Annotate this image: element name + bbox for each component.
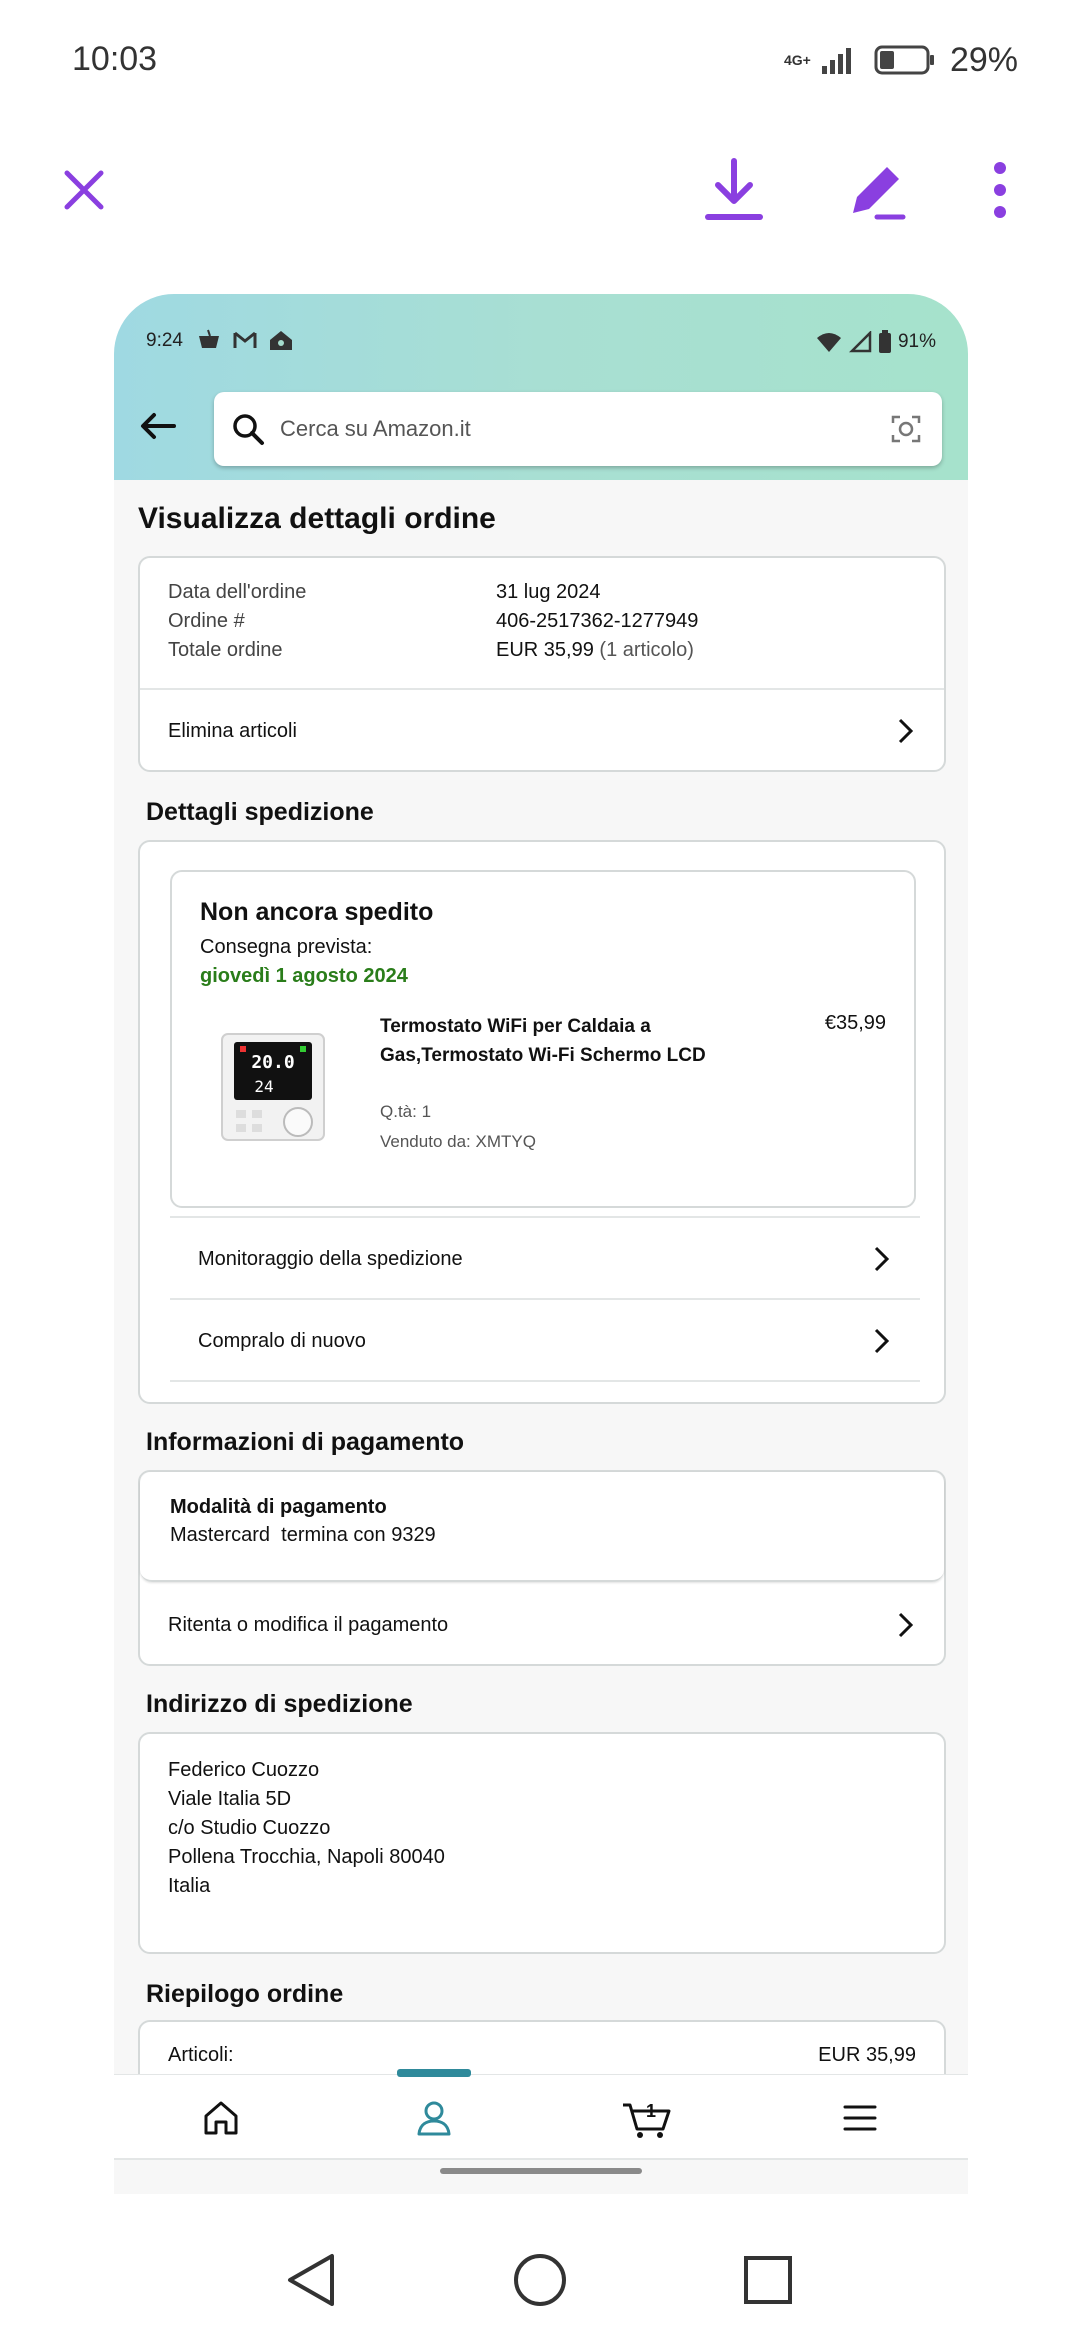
nav-home[interactable] bbox=[114, 2075, 327, 2161]
delete-items-label: Elimina articoli bbox=[168, 719, 297, 742]
payment-section-title: Informazioni di pagamento bbox=[146, 1428, 465, 1456]
order-number-value: 406-2517362-1277949 bbox=[496, 610, 699, 632]
address-card bbox=[138, 1732, 946, 1954]
circle-home-icon bbox=[510, 2250, 570, 2310]
wifi-icon bbox=[816, 331, 842, 353]
chevron-right-icon bbox=[862, 1239, 902, 1279]
search-icon bbox=[228, 409, 268, 449]
system-status-bar bbox=[0, 0, 1080, 120]
order-item-count: (1 articolo) bbox=[599, 639, 694, 661]
shipment-card bbox=[170, 870, 916, 1208]
system-clock: 10:03 bbox=[72, 40, 158, 78]
shipment-status: Non ancora spedito bbox=[200, 898, 434, 926]
system-navigation-bar bbox=[0, 2230, 1080, 2340]
search-bar[interactable] bbox=[214, 392, 942, 466]
network-type: 4G+ bbox=[783, 52, 811, 68]
recap-items-value: EUR 35,99 bbox=[818, 2044, 916, 2066]
edit-icon bbox=[843, 157, 909, 223]
cart-icon bbox=[621, 2097, 673, 2139]
close-button[interactable] bbox=[34, 140, 134, 240]
nav-menu[interactable] bbox=[753, 2075, 966, 2161]
shipping-section-title: Dettagli spedizione bbox=[146, 798, 374, 826]
person-icon bbox=[414, 2098, 454, 2138]
track-shipment-row[interactable] bbox=[170, 1218, 920, 1300]
product-thumbnail[interactable] bbox=[218, 1030, 328, 1144]
order-number-label: Ordine # bbox=[168, 610, 245, 632]
order-total-label: Totale ordine bbox=[168, 639, 283, 661]
chevron-right-icon bbox=[886, 711, 926, 751]
recap-section-title: Riepilogo ordine bbox=[146, 1980, 344, 2008]
delivery-eta-date: giovedì 1 agosto 2024 bbox=[200, 965, 408, 987]
nav-recents-button[interactable] bbox=[728, 2240, 808, 2320]
home-app-icon bbox=[268, 328, 294, 352]
thumb-temp-bottom: 24 bbox=[254, 1077, 274, 1096]
order-summary-card bbox=[138, 556, 946, 772]
recap-items-label: Articoli: bbox=[168, 2044, 234, 2066]
signal-icon bbox=[820, 44, 860, 76]
more-options-button[interactable] bbox=[950, 140, 1050, 240]
chevron-right-icon bbox=[862, 1321, 902, 1361]
nav-account[interactable] bbox=[327, 2075, 540, 2161]
camera-search-icon[interactable] bbox=[886, 409, 926, 449]
page-title: Visualizza dettagli ordine bbox=[138, 502, 496, 535]
triangle-back-icon bbox=[282, 2250, 338, 2310]
product-title[interactable]: Termostato WiFi per Caldaia a Gas,Termostato Wi-Fi Schermo LCD bbox=[380, 1016, 706, 1066]
amazon-header bbox=[114, 294, 968, 480]
cell-signal-icon bbox=[848, 331, 872, 353]
payment-method-box bbox=[140, 1472, 944, 1582]
order-date-label: Data dell'ordine bbox=[168, 581, 307, 603]
download-icon bbox=[702, 155, 766, 225]
viewer-toolbar bbox=[0, 140, 1080, 240]
divider bbox=[170, 1380, 920, 1382]
active-tab-indicator bbox=[397, 2069, 471, 2077]
close-icon bbox=[59, 165, 109, 215]
cup-icon bbox=[196, 328, 222, 352]
delete-items-row[interactable] bbox=[140, 690, 944, 772]
download-button[interactable] bbox=[684, 140, 784, 240]
retry-payment-row[interactable] bbox=[140, 1584, 944, 1666]
edit-button[interactable] bbox=[826, 140, 926, 240]
address-block bbox=[168, 1756, 445, 1901]
chevron-right-icon bbox=[886, 1605, 926, 1645]
back-button[interactable] bbox=[130, 398, 186, 454]
buy-again-label: Compralo di nuovo bbox=[198, 1329, 366, 1352]
arrow-back-icon bbox=[138, 410, 178, 442]
system-status-icons bbox=[784, 38, 1018, 82]
search-input[interactable]: Cerca su Amazon.it bbox=[280, 416, 471, 441]
inner-status-bar bbox=[114, 330, 968, 360]
shipping-card bbox=[138, 840, 946, 1404]
nav-home-button[interactable] bbox=[500, 2240, 580, 2320]
payment-method-value: Mastercard termina con 9329 bbox=[170, 1524, 436, 1546]
battery-icon bbox=[874, 44, 936, 76]
cart-count: 1 bbox=[645, 2101, 656, 2121]
order-total bbox=[496, 636, 694, 665]
buy-again-row[interactable] bbox=[170, 1300, 920, 1382]
address-street: Viale Italia 5D bbox=[168, 1788, 292, 1810]
retry-payment-label: Ritenta o modifica il pagamento bbox=[168, 1613, 449, 1636]
track-shipment-label: Monitoraggio della spedizione bbox=[198, 1247, 463, 1270]
home-icon bbox=[201, 2099, 241, 2137]
screenshot-preview bbox=[114, 294, 968, 2194]
payment-card bbox=[138, 1470, 946, 1666]
payment-method-label: Modalità di pagamento bbox=[170, 1496, 387, 1518]
product-price: €35,99 bbox=[824, 1012, 886, 1034]
nav-cart[interactable] bbox=[540, 2075, 753, 2161]
battery-percent: 29% bbox=[949, 40, 1018, 79]
square-recents-icon bbox=[740, 2252, 796, 2308]
inner-battery-icon bbox=[878, 330, 892, 354]
nav-back-button[interactable] bbox=[270, 2240, 350, 2320]
address-care-of: c/o Studio Cuozzo bbox=[168, 1817, 331, 1839]
inner-battery-percent: 91% bbox=[897, 331, 936, 352]
product-quantity: Q.tà: 1 bbox=[380, 1102, 432, 1121]
gmail-icon bbox=[232, 328, 258, 352]
address-section-title: Indirizzo di spedizione bbox=[146, 1690, 413, 1718]
more-vert-icon bbox=[990, 160, 1010, 220]
thumb-temp-top: 20.0 bbox=[251, 1052, 295, 1073]
address-city: Pollena Trocchia, Napoli 80040 bbox=[168, 1846, 445, 1868]
order-total-value: EUR 35,99 bbox=[496, 639, 594, 661]
notification-icons bbox=[196, 328, 294, 352]
order-date-value: 31 lug 2024 bbox=[496, 581, 601, 603]
delivery-eta-label: Consegna prevista: bbox=[200, 936, 373, 958]
inner-status-icons bbox=[816, 330, 936, 354]
menu-icon bbox=[842, 2103, 878, 2133]
gesture-pill bbox=[440, 2168, 642, 2174]
bottom-navigation bbox=[114, 2074, 968, 2160]
inner-clock: 9:24 bbox=[146, 330, 183, 351]
product-seller: Venduto da: XMTYQ bbox=[380, 1132, 536, 1151]
address-country: Italia bbox=[168, 1875, 211, 1897]
address-name: Federico Cuozzo bbox=[168, 1759, 320, 1781]
